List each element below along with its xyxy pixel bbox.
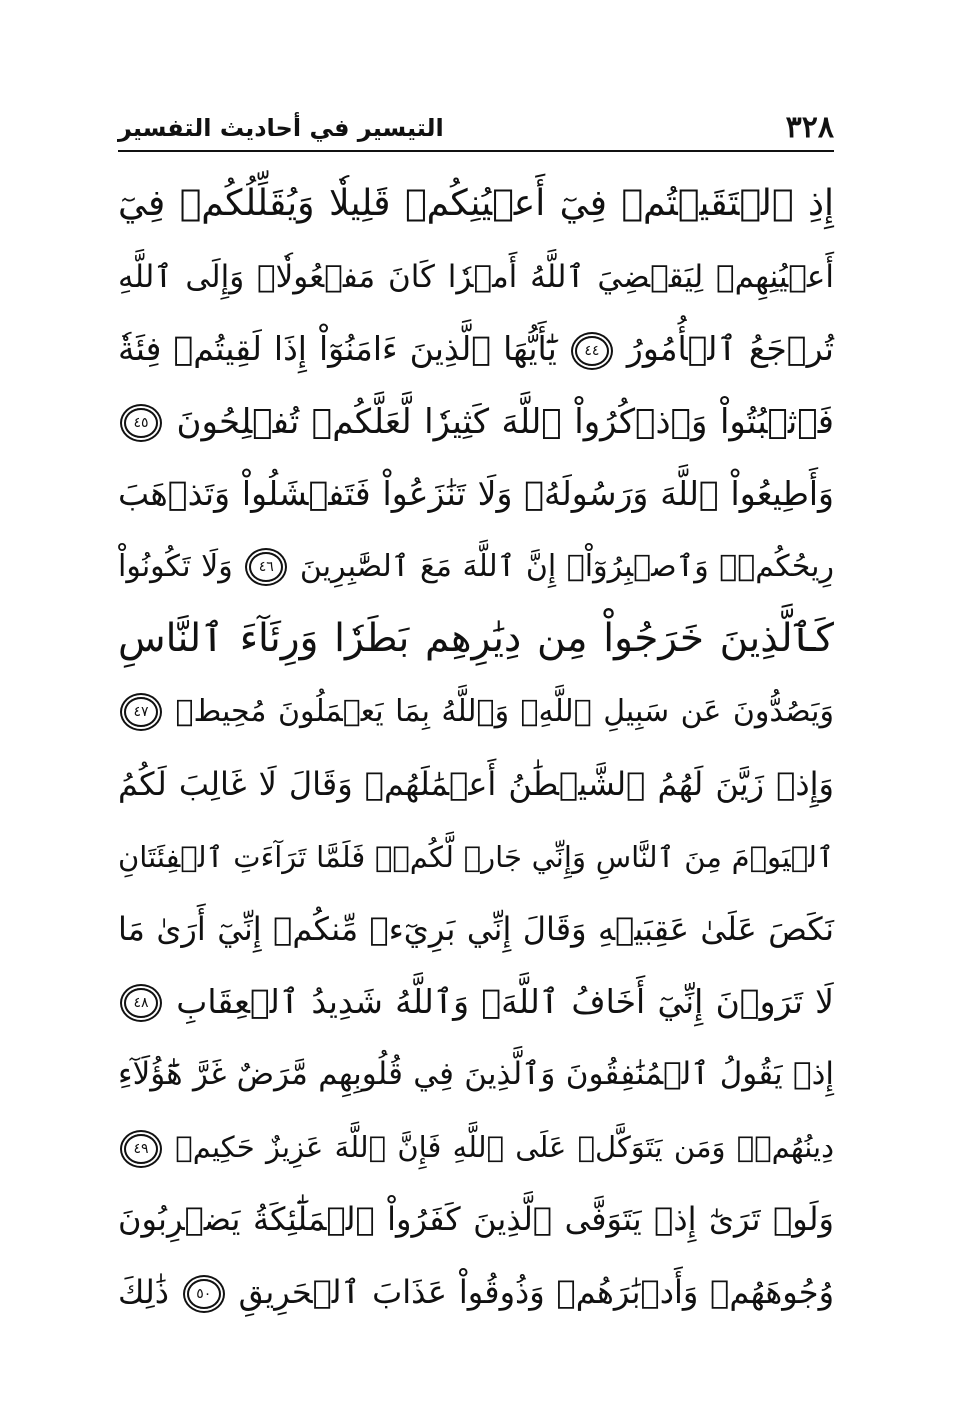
- ayah-number-marker: ٤٤: [575, 336, 609, 366]
- verse-line-text: وَيَصُدُّونَ عَن سَبِيلِ ٱللَّهِۚ وَٱللَّهُ بِمَا يَعۡمَلُونَ مُحِيطٞ: [175, 693, 834, 729]
- page-number: ٣٢٨: [785, 110, 834, 145]
- page-header: [118, 108, 834, 148]
- verse-line: [118, 241, 834, 314]
- verse-line-text: تُرۡجَعُ ٱلۡأُمُورُ: [626, 329, 834, 368]
- verse-line: [118, 748, 834, 821]
- verse-line-text: نَكَصَ عَلَىٰ عَقِبَيۡهِ وَقَالَ إِنِّي بَرِيٓءٞ مِّنكُمۡ إِنِّيٓ أَرَىٰ مَا: [118, 910, 834, 948]
- verse-line: [118, 1256, 834, 1329]
- verse-line-text: كَٱلَّذِينَ خَرَجُواْ مِن دِيَٰرِهِم بَطَرٗا وَرِئَآءَ ٱلنَّاسِ: [118, 616, 834, 661]
- verse-line: [118, 168, 834, 241]
- header-rule: [118, 150, 834, 152]
- verse-text-block: [118, 168, 834, 1328]
- verse-line-continuation: وَلَا تَكُونُواْ: [118, 548, 233, 584]
- verse-line: [118, 531, 834, 604]
- verse-line-text: ٱلۡيَوۡمَ مِنَ ٱلنَّاسِ وَإِنِّي جَارٞ لَّكُمۡۖ فَلَمَّا تَرَآءَتِ ٱلۡفِئَتَانِ: [118, 839, 834, 874]
- verse-line: [118, 386, 834, 459]
- ayah-number-marker: ٥٠: [187, 1279, 221, 1309]
- verse-line-text: وَإِذۡ زَيَّنَ لَهُمُ ٱلشَّيۡطَٰنُ أَعۡمَٰلَهُمۡ وَقَالَ لَا غَالِبَ لَكُمُ: [118, 765, 834, 803]
- verse-line: [118, 458, 834, 531]
- verse-line: [118, 821, 834, 894]
- verse-line-text: إِذِ ٱلۡتَقَيۡتُمۡ فِيٓ أَعۡيُنِكُمۡ قَلِيلٗا وَيُقَلِّلُكُمۡ فِيٓ: [118, 183, 834, 224]
- verse-line-text: وُجُوهَهُمۡ وَأَدۡبَٰرَهُمۡ وَذُوقُواْ عَذَابَ ٱلۡحَرِيقِ: [238, 1272, 835, 1311]
- verse-line-text: وَلَوۡ تَرَىٰٓ إِذۡ يَتَوَفَّى ٱلَّذِينَ كَفَرُواْ ٱلۡمَلَٰٓئِكَةُ يَضۡرِبُونَ: [118, 1200, 834, 1238]
- verse-line: [118, 1111, 834, 1184]
- verse-line: [118, 1038, 834, 1111]
- verse-line-continuation: يَٰٓأَيُّهَا ٱلَّذِينَ ءَامَنُوٓاْ إِذَا لَقِيتُمۡ فِئَةٗ: [118, 329, 557, 368]
- verse-line-text: فَٱثۡبُتُواْ وَٱذۡكُرُواْ ٱللَّهَ كَثِيرٗا لَّعَلَّكُمۡ تُفۡلِحُونَ: [176, 401, 834, 442]
- verse-line: [118, 313, 834, 386]
- running-title: التيسير في أحاديث التفسير: [118, 114, 444, 142]
- ayah-number-marker: ٤٥: [124, 408, 158, 438]
- verse-line-continuation: ذَٰلِكَ: [118, 1272, 169, 1311]
- ayah-number-marker: ٤٧: [124, 697, 158, 727]
- verse-line: [118, 676, 834, 749]
- verse-line: [118, 966, 834, 1039]
- verse-line-text: لَا تَرَوۡنَ إِنِّيٓ أَخَافُ ٱللَّهَۚ وَٱللَّهُ شَدِيدُ ٱلۡعِقَابِ: [176, 981, 834, 1021]
- verse-line-text: دِينُهُمۡۗ وَمَن يَتَوَكَّلۡ عَلَى ٱللَّهِ فَإِنَّ ٱللَّهَ عَزِيزٌ حَكِيمٞ: [175, 1129, 835, 1164]
- verse-line-text: إِذۡ يَقُولُ ٱلۡمُنَٰفِقُونَ وَٱلَّذِينَ فِي قُلُوبِهِم مَّرَضٌ غَرَّ هَٰٓؤُلَآءِ: [118, 1056, 834, 1092]
- verse-line-text: أَعۡيُنِهِمۡ لِيَقۡضِيَ ٱللَّهُ أَمۡرٗا كَانَ مَفۡعُولٗاۗ وَإِلَى ٱللَّهِ: [118, 258, 834, 295]
- ayah-number-marker: ٤٩: [124, 1134, 158, 1164]
- verse-line: [118, 1183, 834, 1256]
- ayah-number-marker: ٤٨: [124, 988, 158, 1018]
- ayah-number-marker: ٤٦: [249, 552, 283, 582]
- verse-line-text: وَأَطِيعُواْ ٱللَّهَ وَرَسُولَهُۥ وَلَا تَنَٰزَعُواْ فَتَفۡشَلُواْ وَتَذۡهَبَ: [118, 474, 834, 513]
- verse-line: [118, 603, 834, 676]
- verse-line-text: رِيحُكُمۡۖ وَٱصۡبِرُوٓاْۚ إِنَّ ٱللَّهَ مَعَ ٱلصَّٰبِرِينَ: [299, 548, 835, 584]
- verse-line: [118, 893, 834, 966]
